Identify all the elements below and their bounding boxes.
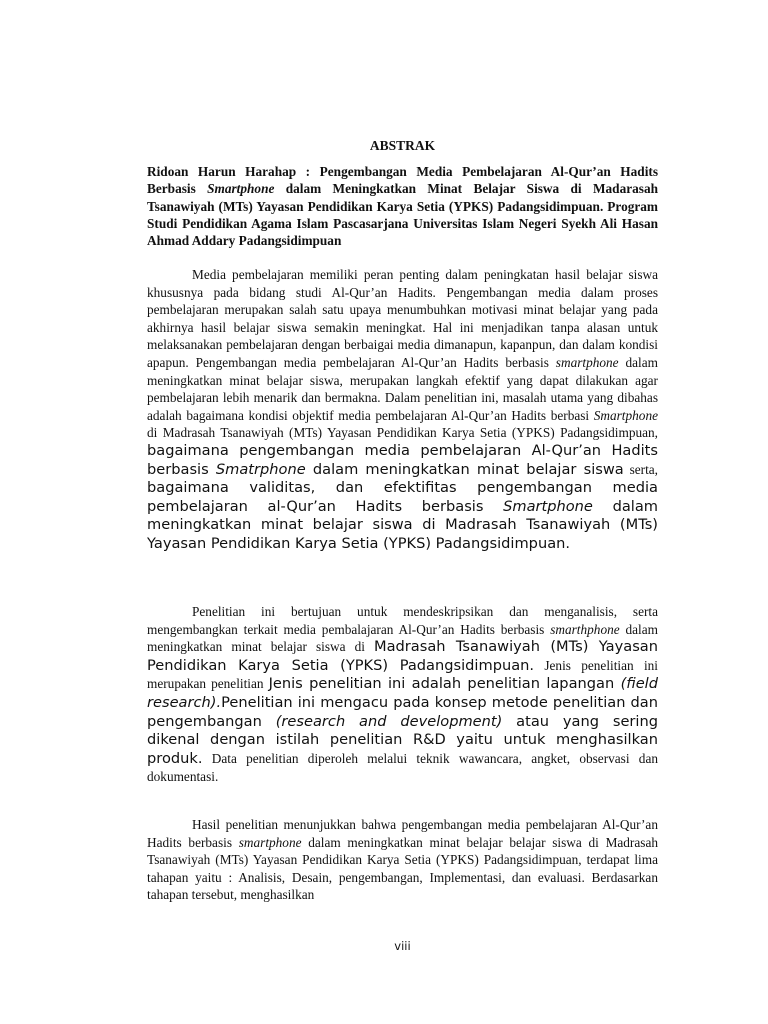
abstract-heading — [147, 163, 658, 249]
p1-italic-1: smartphone — [555, 354, 619, 370]
heading-italic: Smartphone — [207, 181, 275, 197]
p1-large-3: bagaimana validitas, dan efektifitas pengembangan media pembelajaran al-Qur’an Hadits berbasis — [147, 479, 658, 515]
page-number: viii — [394, 939, 411, 953]
heading-text-2: dalam Meningkatkan Minat Belajar Siswa di Madarasah Tsanawiyah (MTs) Yayasan Pendidikan Karya Setia (YPKS) Padangsidimpuan. Program Studi Pendidikan Agama Islam Pascasarjana Universitas Islam Negeri Syekh Ali Hasan Ahmad Addary Padangsidimpuan — [147, 181, 658, 249]
p3-italic-1: smartphone — [238, 834, 302, 850]
p1-large-italic-1: Smatrphone — [215, 460, 306, 478]
p2-large-4: atau yang sering dikenal dengan istilah penelitian R&D yaitu untuk menghasilkan produk. — [147, 712, 658, 767]
p2-large-1: Madrasah Tsanawiyah (MTs) Yayasan Pendidikan Karya Setia (YPKS) Padangsidimpuan. — [147, 638, 659, 674]
p1-text-2: dalam meningkatkan minat belajar siswa, merupakan langkah efektif yang dapat dilakukan agar pembelajaran lebih menarik dan bermakna. Dalam penelitian ini, masalah utama yang dibahas adalah bagaimana kondisi objektif media pembelajaran Al-Qur’an Hadits berbasi — [147, 354, 658, 423]
p3-text-2: dalam meningkatkan minat belajar belajar siswa di Madrasah Tsanawiyah (MTs) Yayasan Pendidikan Karya Setia (YPKS) Padangsidimpuan, terdapat lima tahapan yaitu : Analisis, Desain, pengembangan, Implementasi, dan evaluasi. Berdasarkan tahapan tersebut, menghasilkan — [147, 834, 658, 903]
p2-large-3: Penelitian ini mengacu pada konsep metode penelitian dan pengembangan — [147, 693, 658, 730]
paragraph-1 — [147, 266, 658, 554]
p3-text-1: Hasil penelitian menunjukkan bahwa pengembangan media pembelajaran Al-Qur’an Hadits berbasis — [147, 817, 658, 850]
abstract-title: ABSTRAK — [369, 138, 436, 153]
p2-large-italic-2: (research and development) — [275, 712, 503, 730]
p2-text-4: Data penelitian diperoleh melalui teknik wawancara, angket, observasi dan dokumentasi. — [147, 750, 658, 785]
p2-text-3: Jenis penelitian ini merupakan penelitian — [147, 657, 658, 692]
p2-italic-1: smarthphone — [550, 621, 620, 637]
p1-large-2: dalam meningkatkan minat belajar siswa — [305, 460, 624, 478]
p2-text-2: dalam meningkatkan minat belajar siswa di — [147, 621, 658, 655]
p1-large-4: dalam meningkatkan minat belajar siswa di Madrasah Tsanawiyah (MTs) Yayasan Pendidikan Karya Setia (YPKS) Padangsidimpuan. — [147, 497, 658, 552]
paragraph-2 — [147, 603, 658, 786]
p1-text-1: Media pembelajaran memiliki peran penting dalam peningkatan hasil belajar siswa khususnya pada bidang studi Al-Qur’an Hadits. Pengembangan media dalam proses pembelajaran merupakan salah satu upaya menumbuhkan motivasi minat belajar yang pada akhirnya hasil belajar siswa semakin meningkat. Hal ini menjadikan tanpa alasan untuk melaksanakan pembelajaran dengan berbaigai media dimanapun, kapanpun, dan dalam kondisi apapun. Pengembangan media pembelajaran Al-Qur’an Hadits berbasis — [147, 267, 658, 370]
heading-text-1: Ridoan Harun Harahap : Pengembangan Media Pembelajaran Al-Qur’an Hadits Berbasis — [147, 164, 658, 197]
p2-large-2: Jenis penelitian ini adalah penelitian lapangan — [268, 675, 621, 693]
paragraph-3 — [147, 816, 658, 904]
p1-italic-2: Smartphone — [593, 407, 658, 423]
p1-large-1: bagaimana pengembangan media pembelajaran Al-Qur’an Hadits berbasis — [147, 441, 658, 478]
p2-large-italic-1: (field research). — [147, 675, 658, 711]
p1-large-italic-2: Smartphone — [503, 497, 593, 515]
p2-text-1: Penelitian ini bertujuan untuk mendeskripsikan dan menganalisis, serta mengembangkan terkait media pembalajaran Al-Qur’an Hadits berbasis — [147, 604, 658, 637]
p1-text-3: di Madrasah Tsanawiyah (MTs) Yayasan Pendidikan Karya Setia (YPKS) Padangsidimpuan, — [147, 425, 658, 441]
p1-text-4: serta, — [623, 461, 659, 477]
